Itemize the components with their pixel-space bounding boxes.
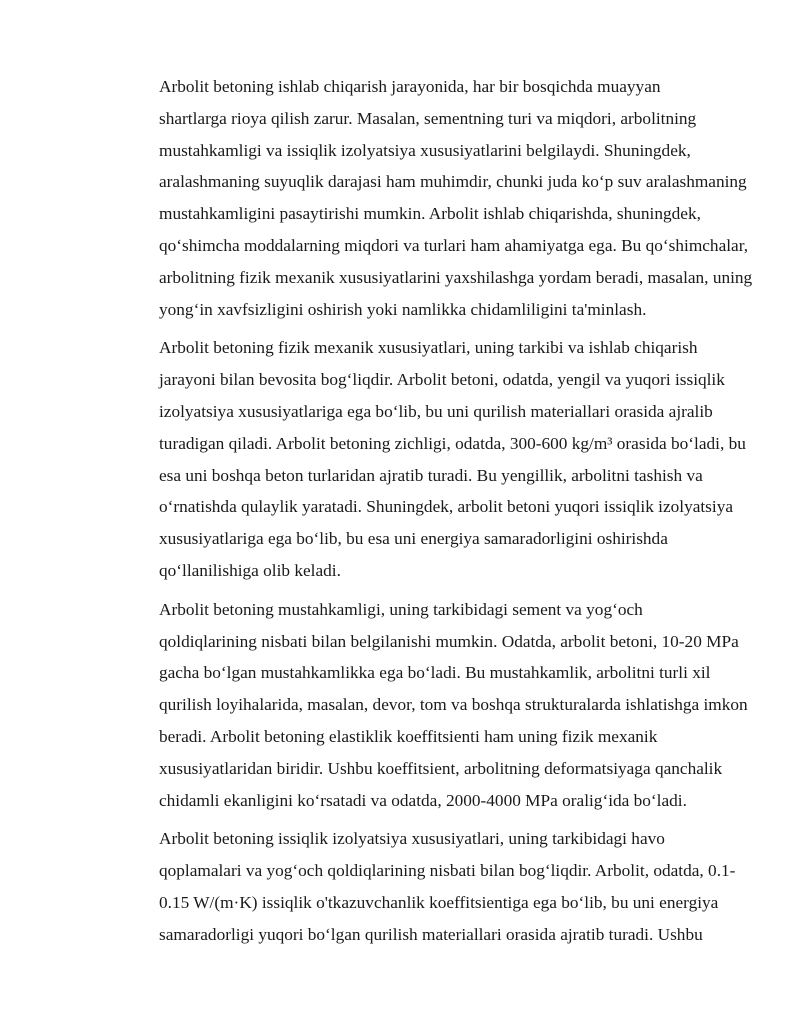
text-line: esa uni boshqa beton turlaridan ajratib turadi. Bu yengillik, arbolitni tashish va: [159, 465, 703, 485]
text-line: Arbolit betoning ishlab chiqarish jarayonida, har bir bosqichda muayyan: [159, 77, 661, 96]
text-line: beradi. Arbolit betoning elastiklik koeffitsienti ham uning fizik mexanik: [159, 726, 658, 746]
text-line: chidamli ekanligini ko‘rsatadi va odatda, 2000-4000 MPa oralig‘ida bo‘ladi.: [159, 790, 687, 810]
text-line: Arbolit betoning fizik mexanik xususiyatlari, uning tarkibi va ishlab chiqarish: [159, 338, 698, 358]
text-line: qoldiqlarining nisbati bilan belgilanishi mumkin. Odatda, arbolit betoni, 10-20 MPa: [159, 631, 739, 651]
paragraph-thermal-insulation: [111, 823, 741, 950]
text-line: izolyatsiya xususiyatlariga ega bo‘lib, bu uni qurilish materiallari orasida ajralib: [159, 401, 713, 421]
text-line: mustahkamligini pasaytirishi mumkin. Arbolit ishlab chiqarishda, shuningdek,: [159, 204, 701, 224]
text-line: 0.15 W/(m·K) issiqlik o'tkazuvchanlik koeffitsientiga ega bo‘lib, bu uni energiya: [159, 892, 719, 912]
document-body: [111, 71, 753, 958]
text-line: qo‘shimcha moddalarning miqdori va turlari ham ahamiyatga ega. Bu qo‘shimchalar,: [159, 235, 749, 255]
paragraph-physical-mechanical-properties: [111, 332, 746, 586]
text-line: turadigan qiladi. Arbolit betoning zichligi, odatda, 300-600 kg/m³ orasida bo‘ladi, bu: [159, 433, 746, 453]
text-line: jarayoni bilan bevosita bog‘liqdir. Arbolit betoni, odatda, yengil va yuqori issiqlik: [159, 370, 725, 390]
text-line: arbolitning fizik mexanik xususiyatlarini yaxshilashga yordam beradi, masalan, uning: [159, 267, 753, 287]
text-line: o‘rnatishda qulaylik yaratadi. Shuningdek, arbolit betoni yuqori issiqlik izolyatsiya: [159, 497, 734, 517]
text-line: qurilish loyihalarida, masalan, devor, tom va boshqa strukturalarda ishlatishga imkon: [159, 695, 748, 715]
paragraph-production-conditions: [111, 71, 753, 325]
text-line: xususiyatlaridan biridir. Ushbu koeffitsient, arbolitning deformatsiyaga qanchalik: [159, 758, 723, 778]
text-line: samaradorligi yuqori bo‘lgan qurilish materiallari orasida ajratib turadi. Ushbu: [159, 924, 703, 944]
text-line: mustahkamligi va issiqlik izolyatsiya xususiyatlarini belgilaydi. Shuningdek,: [159, 140, 691, 160]
text-line: Arbolit betoning mustahkamligi, uning tarkibidagi sement va yog‘och: [159, 599, 643, 619]
text-line: gacha bo‘lgan mustahkamlikka ega bo‘ladi. Bu mustahkamlik, arbolitni turli xil: [159, 663, 711, 683]
text-line: qoplamalari va yog‘och qoldiqlarining nisbati bilan bog‘liqdir. Arbolit, odatda, 0.1-: [159, 861, 736, 881]
text-line: shartlarga rioya qilish zarur. Masalan, sementning turi va miqdori, arbolitning: [159, 108, 697, 128]
text-line: aralashmaning suyuqlik darajasi ham muhimdir, chunki juda ko‘p suv aralashmaning: [159, 172, 747, 192]
text-line: yong‘in xavfsizligini oshirish yoki namlikka chidamliligini ta'minlash.: [159, 299, 647, 319]
text-line: xususiyatlariga ega bo‘lib, bu esa uni energiya samaradorligini oshirishda: [159, 529, 668, 549]
paragraph-strength: [111, 594, 748, 817]
text-line: qo‘llanilishiga olib keladi.: [159, 560, 341, 580]
text-line: Arbolit betoning issiqlik izolyatsiya xususiyatlari, uning tarkibidagi havo: [159, 829, 665, 849]
